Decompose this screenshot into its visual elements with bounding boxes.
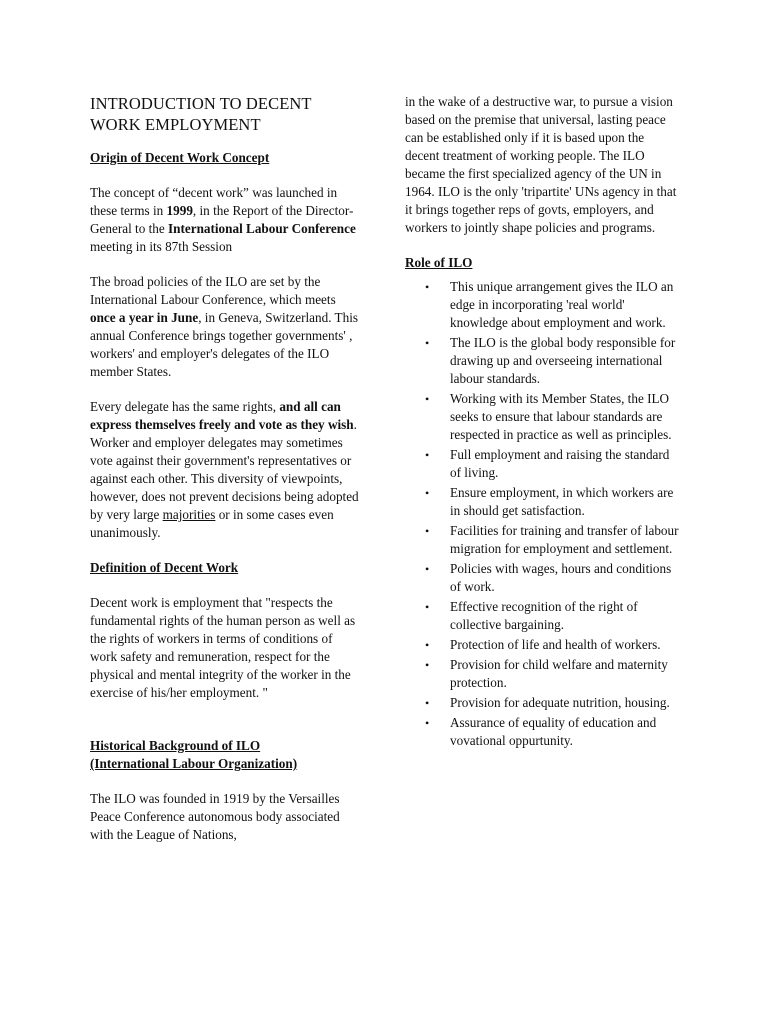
role-list	[405, 278, 679, 750]
history-heading-line2: (International Labour Organization)	[90, 756, 298, 771]
role-list-item-text: Working with its Member States, the ILO seeks to ensure that labour standards are respected in practice as well as principles.	[450, 391, 672, 442]
role-list-item	[405, 656, 679, 692]
origin-p2-text-a: The broad policies of the ILO are set by the International Labour Conference, which meets	[90, 274, 336, 307]
origin-p3-bold: and all can express themselves freely and vote as they wish	[90, 399, 354, 432]
page-title: INTRODUCTION TO DECENT WORK EMPLOYMENT	[90, 94, 312, 134]
role-list-item-text: Ensure employment, in which workers are in should get satisfaction.	[450, 485, 674, 518]
role-list-item	[405, 714, 679, 750]
role-list-item	[405, 522, 679, 558]
role-list-item	[405, 390, 679, 444]
history-paragraph-left: The ILO was founded in 1919 by the Versailles Peace Conference autonomous body associated with the League of Nations,	[90, 791, 340, 842]
role-list-item	[405, 278, 679, 332]
role-list-item	[405, 636, 679, 654]
bullet-icon: •	[425, 638, 430, 652]
history-heading-line1: Historical Background of ILO	[90, 738, 261, 753]
role-list-item-text: Full employment and raising the standard of living.	[450, 447, 670, 480]
role-list-item-text: Provision for adequate nutrition, housing.	[450, 695, 670, 710]
right-column	[405, 93, 679, 752]
origin-p1-ilc: International Labour Conference	[168, 221, 356, 236]
origin-p2-bold: once a year in June	[90, 310, 199, 325]
role-list-item-text: This unique arrangement gives the ILO an edge in incorporating 'real world' knowledge about employment and work.	[450, 279, 674, 330]
role-list-item-text: Policies with wages, hours and conditions of work.	[450, 561, 672, 594]
role-list-item	[405, 484, 679, 520]
origin-p1-text-c: meeting in its 87th Session	[90, 239, 233, 254]
origin-p1-text-a: The concept of “decent work” was launched in these terms in	[90, 185, 338, 218]
role-list-item-text: Provision for child welfare and maternity protection.	[450, 657, 668, 690]
role-heading: Role of ILO	[405, 255, 473, 270]
role-list-item-text: Assurance of equality of education and vovational oppurtunity.	[450, 715, 657, 748]
majorities-link[interactable]: majorities	[162, 507, 216, 522]
definition-paragraph: Decent work is employment that "respects the fundamental rights of the human person as well as the rights of workers in terms of conditions of work safety and remuneration, respect for the physical and mental integrity of the worker in the exercise of his/her employment. "	[90, 595, 356, 700]
left-column	[90, 93, 362, 844]
bullet-icon: •	[425, 392, 430, 406]
bullet-icon: •	[425, 696, 430, 710]
history-heading	[90, 737, 362, 773]
origin-p1-year: 1999	[166, 203, 193, 218]
role-list-item	[405, 446, 679, 482]
bullet-icon: •	[425, 600, 430, 614]
origin-p1-text-b: , in the Report of the Director-General to the	[90, 203, 354, 236]
role-list-item	[405, 694, 679, 712]
history-paragraph-right: in the wake of a destructive war, to pursue a vision based on the premise that universal, lasting peace can be established only if it is based upon the decent treatment of working people. The ILO became the first specialized agency of the UN in 1964. ILO is the only 'tripartite' UNs agency in that it brings together reps of govts, employers, and workers to jointly shape policies and programs.	[405, 94, 677, 235]
bullet-icon: •	[425, 716, 430, 730]
definition-heading: Definition of Decent Work	[90, 560, 239, 575]
bullet-icon: •	[425, 448, 430, 462]
bullet-icon: •	[425, 562, 430, 576]
role-list-item-text: Facilities for training and transfer of labour migration for employment and settlement.	[450, 523, 679, 556]
role-list-item	[405, 334, 679, 388]
role-list-item	[405, 560, 679, 596]
role-list-item	[405, 598, 679, 634]
origin-heading: Origin of Decent Work Concept	[90, 150, 270, 165]
role-list-item-text: The ILO is the global body responsible for drawing up and overseeing international labour standards.	[450, 335, 676, 386]
bullet-icon: •	[425, 524, 430, 538]
origin-paragraph-3	[90, 398, 362, 542]
bullet-icon: •	[425, 336, 430, 350]
origin-p2-text-b: , in Geneva, Switzerland. This annual Conference brings together governments' , workers' and employer's delegates of the ILO member States.	[90, 310, 358, 379]
origin-p3-text-c: or in some cases even unanimously.	[90, 507, 334, 540]
bullet-icon: •	[425, 658, 430, 672]
role-list-item-text: Protection of life and health of workers.	[450, 637, 661, 652]
origin-p3-text-a: Every delegate has the same rights,	[90, 399, 280, 414]
origin-paragraph-2	[90, 273, 362, 381]
bullet-icon: •	[425, 486, 430, 500]
bullet-icon: •	[425, 280, 430, 294]
origin-paragraph-1	[90, 184, 362, 256]
role-list-item-text: Effective recognition of the right of collective bargaining.	[450, 599, 638, 632]
origin-p3-text-b: . Worker and employer delegates may sometimes vote against their government's representatives or against each other. This diversity of viewpoints, however, does not prevent decisions being adopted by very large	[90, 417, 359, 522]
